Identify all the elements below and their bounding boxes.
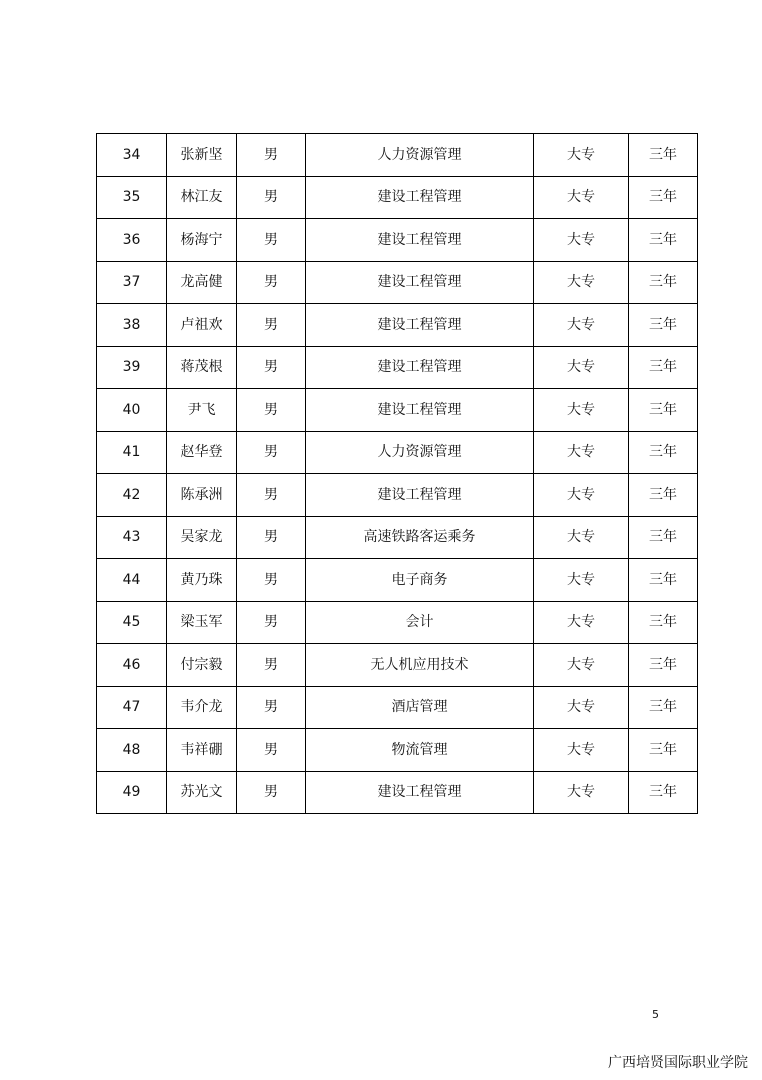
student-gender: 男 [237, 346, 306, 389]
student-gender: 男 [237, 261, 306, 304]
program-length: 三年 [629, 219, 698, 262]
student-major: 建设工程管理 [306, 304, 534, 347]
student-major: 建设工程管理 [306, 346, 534, 389]
student-gender: 男 [237, 134, 306, 177]
row-number: 45 [97, 601, 167, 644]
student-name: 尹飞 [167, 389, 237, 432]
student-major: 建设工程管理 [306, 219, 534, 262]
program-length: 三年 [629, 346, 698, 389]
row-number: 37 [97, 261, 167, 304]
student-name: 陈承洲 [167, 474, 237, 517]
table-row [97, 304, 698, 347]
student-name: 吴家龙 [167, 516, 237, 559]
student-major: 人力资源管理 [306, 431, 534, 474]
education-level: 大专 [534, 304, 629, 347]
row-number: 41 [97, 431, 167, 474]
program-length: 三年 [629, 134, 698, 177]
program-length: 三年 [629, 389, 698, 432]
row-number: 36 [97, 219, 167, 262]
row-number: 46 [97, 644, 167, 687]
student-major: 电子商务 [306, 559, 534, 602]
education-level: 大专 [534, 176, 629, 219]
student-name: 苏光文 [167, 771, 237, 814]
table-row [97, 516, 698, 559]
student-gender: 男 [237, 219, 306, 262]
education-level: 大专 [534, 516, 629, 559]
student-name: 黄乃珠 [167, 559, 237, 602]
table-row [97, 219, 698, 262]
row-number: 42 [97, 474, 167, 517]
education-level: 大专 [534, 644, 629, 687]
student-name: 杨海宁 [167, 219, 237, 262]
student-major: 建设工程管理 [306, 176, 534, 219]
student-major: 高速铁路客运乘务 [306, 516, 534, 559]
table-row [97, 431, 698, 474]
student-name: 韦介龙 [167, 686, 237, 729]
student-gender: 男 [237, 601, 306, 644]
student-gender: 男 [237, 389, 306, 432]
student-gender: 男 [237, 559, 306, 602]
row-number: 40 [97, 389, 167, 432]
table-row [97, 474, 698, 517]
student-name: 梁玉军 [167, 601, 237, 644]
row-number: 47 [97, 686, 167, 729]
student-major: 人力资源管理 [306, 134, 534, 177]
table-row [97, 601, 698, 644]
table-row [97, 771, 698, 814]
student-gender: 男 [237, 729, 306, 772]
education-level: 大专 [534, 474, 629, 517]
student-gender: 男 [237, 516, 306, 559]
education-level: 大专 [534, 389, 629, 432]
student-major: 会计 [306, 601, 534, 644]
student-name: 付宗毅 [167, 644, 237, 687]
education-level: 大专 [534, 771, 629, 814]
education-level: 大专 [534, 261, 629, 304]
table-row [97, 559, 698, 602]
program-length: 三年 [629, 516, 698, 559]
student-name: 林江友 [167, 176, 237, 219]
education-level: 大专 [534, 601, 629, 644]
table-row [97, 389, 698, 432]
student-gender: 男 [237, 771, 306, 814]
table-row [97, 686, 698, 729]
student-major: 建设工程管理 [306, 771, 534, 814]
student-name: 龙高健 [167, 261, 237, 304]
student-major: 酒店管理 [306, 686, 534, 729]
program-length: 三年 [629, 261, 698, 304]
table-row [97, 346, 698, 389]
row-number: 38 [97, 304, 167, 347]
student-major: 建设工程管理 [306, 389, 534, 432]
education-level: 大专 [534, 729, 629, 772]
student-major: 物流管理 [306, 729, 534, 772]
table-row [97, 644, 698, 687]
table-row [97, 261, 698, 304]
table-row [97, 134, 698, 177]
student-gender: 男 [237, 304, 306, 347]
education-level: 大专 [534, 559, 629, 602]
student-gender: 男 [237, 474, 306, 517]
student-name: 韦祥硼 [167, 729, 237, 772]
table-row [97, 729, 698, 772]
student-gender: 男 [237, 431, 306, 474]
student-name: 赵华登 [167, 431, 237, 474]
row-number: 48 [97, 729, 167, 772]
row-number: 39 [97, 346, 167, 389]
program-length: 三年 [629, 686, 698, 729]
student-name: 蒋茂根 [167, 346, 237, 389]
student-gender: 男 [237, 176, 306, 219]
row-number: 49 [97, 771, 167, 814]
row-number: 43 [97, 516, 167, 559]
program-length: 三年 [629, 644, 698, 687]
education-level: 大专 [534, 346, 629, 389]
program-length: 三年 [629, 559, 698, 602]
program-length: 三年 [629, 771, 698, 814]
education-level: 大专 [534, 431, 629, 474]
program-length: 三年 [629, 474, 698, 517]
program-length: 三年 [629, 729, 698, 772]
education-level: 大专 [534, 134, 629, 177]
student-major: 建设工程管理 [306, 474, 534, 517]
page-number: 5 [652, 1008, 659, 1021]
row-number: 34 [97, 134, 167, 177]
footer-institution-name: 广西培贤国际职业学院 [608, 1055, 748, 1071]
row-number: 44 [97, 559, 167, 602]
student-gender: 男 [237, 644, 306, 687]
program-length: 三年 [629, 431, 698, 474]
student-roster-table [96, 133, 698, 814]
student-major: 建设工程管理 [306, 261, 534, 304]
student-name: 张新坚 [167, 134, 237, 177]
student-major: 无人机应用技术 [306, 644, 534, 687]
program-length: 三年 [629, 601, 698, 644]
row-number: 35 [97, 176, 167, 219]
education-level: 大专 [534, 686, 629, 729]
program-length: 三年 [629, 304, 698, 347]
program-length: 三年 [629, 176, 698, 219]
education-level: 大专 [534, 219, 629, 262]
table-row [97, 176, 698, 219]
student-name: 卢祖欢 [167, 304, 237, 347]
roster-body [97, 134, 698, 814]
student-gender: 男 [237, 686, 306, 729]
